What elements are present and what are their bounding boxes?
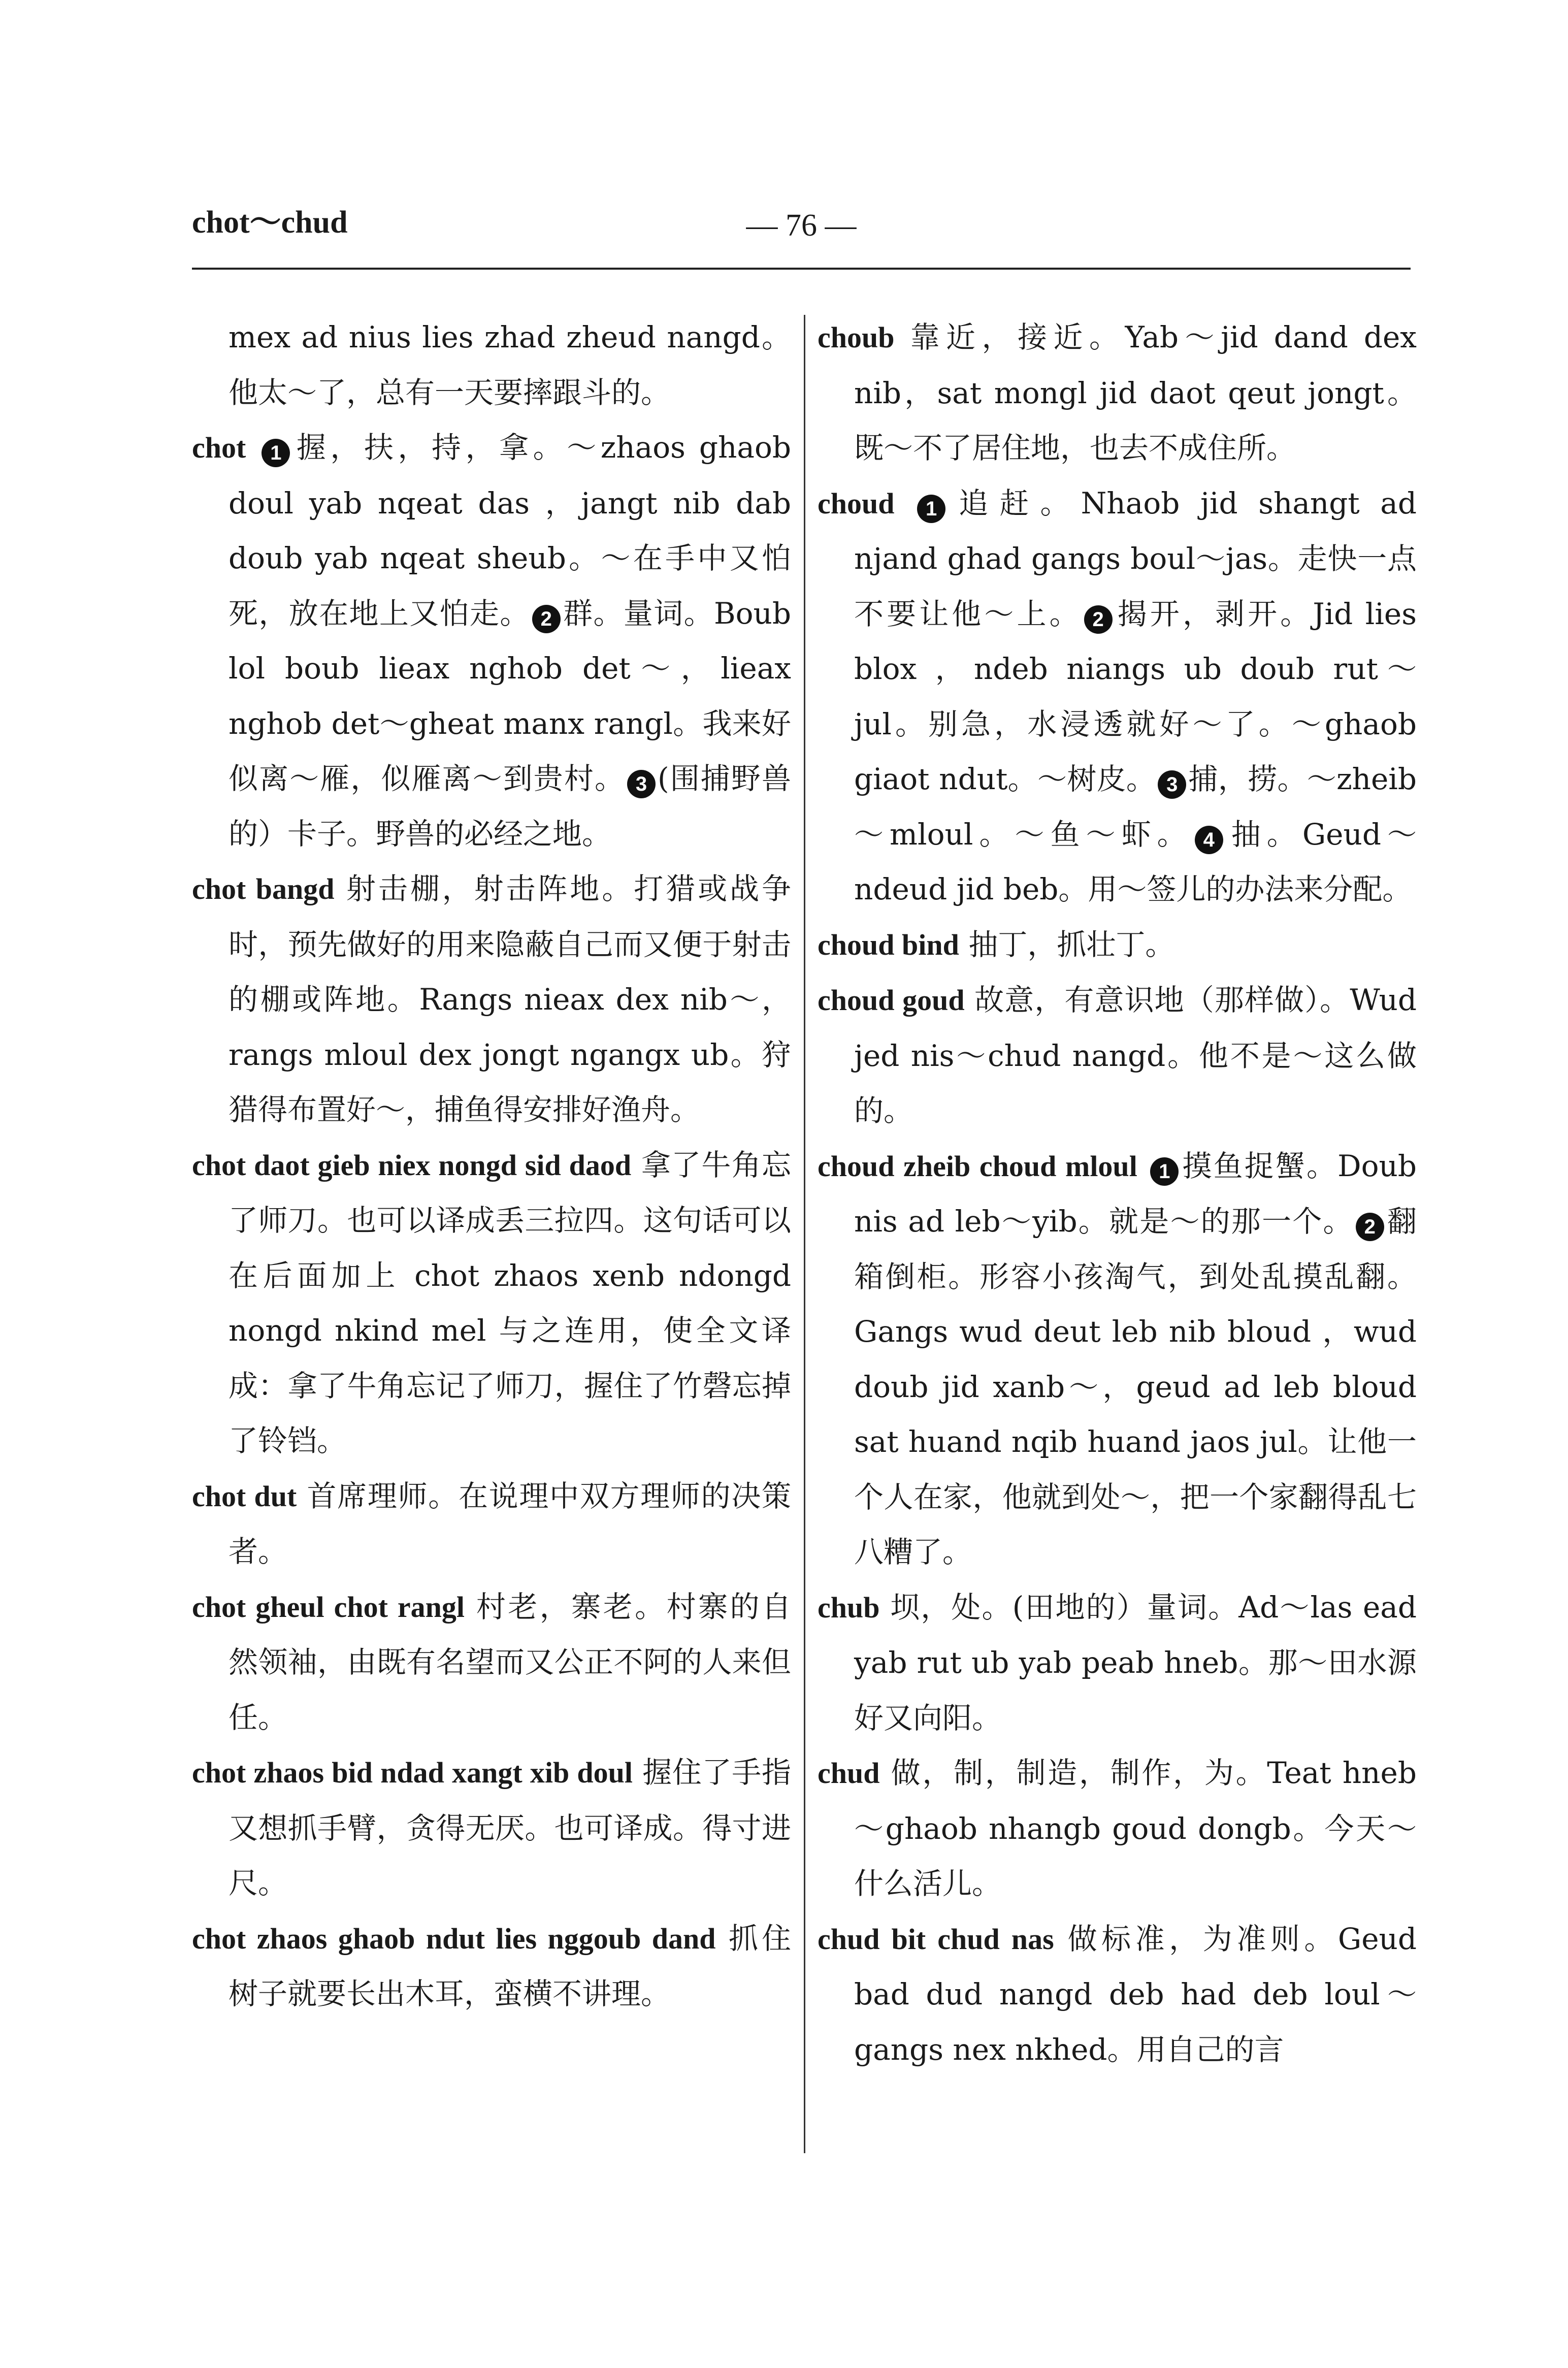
entry-headword: choud zheib choud mloul — [818, 1149, 1137, 1183]
right-column — [818, 310, 1417, 2077]
entry-definition: 坝，处。(田地的）量词。Ad～las ead yab rut ub yab peab hneb。那～田水源好又向阳。 — [854, 1590, 1417, 1735]
entry-definition: 靠近，接近。Yab～jid dand dex nib，sat mongl jid daot qeut jongt。既～不了居住地，也去不成住所。 — [854, 320, 1417, 465]
dictionary-entry — [818, 1580, 1417, 1746]
column-divider — [804, 315, 805, 2153]
dictionary-entry — [192, 420, 791, 861]
sense-number-badge: 2 — [1084, 605, 1113, 634]
entry-definition: 首席理师。在说理中双方理师的决策者。 — [228, 1478, 791, 1569]
sense-number-badge: 3 — [627, 770, 656, 798]
dictionary-entry — [192, 1138, 791, 1469]
entry-headword: chot zhaos ghaob ndut lies nggoub dand — [192, 1922, 716, 1955]
entry-definition: 做标准，为准则。Geud bad dud nangd deb had deb loul～gangs nex nkhed。用自己的言 — [854, 1921, 1417, 2067]
entry-definition: 握住了手指又想抓手臂，贪得无厌。也可译成。得寸进尺。 — [228, 1755, 791, 1900]
entry-headword: chub — [818, 1591, 880, 1624]
dictionary-entry — [818, 310, 1417, 476]
entry-definition: 故意，有意识地（那样做）。Wud jed nis～chud nangd。他不是～这么做的。 — [854, 983, 1417, 1128]
entry-definition: 摸鱼捉蟹。Doub nis ad leb～yib。就是～的那一个。 — [854, 1148, 1417, 1239]
entry-definition: 握，扶，持，拿。～zhaos ghaob doul yab nqeat das ，jangt nib dab doub yab nqeat sheub。～在手中又怕死，放在地上又怕走。 — [228, 430, 791, 631]
entry-headword: chot bangd — [192, 872, 335, 905]
dictionary-entry — [192, 861, 791, 1138]
entry-definition: 揭开，剥开。Jid lies blox ，ndeb niangs ub doub rut～jul。别急，水浸透就好～了。～ghaob giaot ndut。～树皮。 — [854, 596, 1417, 796]
dictionary-entry — [192, 310, 791, 420]
entry-definition: 抽。Geud～ndeud jid beb。用～签儿的办法来分配。 — [854, 817, 1417, 906]
sense-number-badge: 1 — [1150, 1157, 1179, 1186]
dictionary-entry — [818, 1745, 1417, 1911]
entry-headword: chud bit chud nas — [818, 1922, 1054, 1956]
entry-headword: choud — [818, 486, 895, 520]
left-column — [192, 310, 791, 2022]
header-range: chot～chud — [192, 205, 348, 240]
dictionary-entry — [192, 1579, 791, 1745]
entry-definition: 做，制，制造，制作，为。Teat hneb～ghaob nhangb goud dongb。今天～什么活儿。 — [854, 1756, 1417, 1901]
page-number: — 76 — — [746, 208, 857, 243]
sense-number-badge: 3 — [1158, 770, 1186, 799]
page-header — [192, 203, 1411, 259]
entry-headword: chot gheul chot rangl — [192, 1590, 465, 1624]
sense-number-badge: 1 — [917, 495, 945, 523]
entry-headword: chot zhaos bid ndad xangt xib doul — [192, 1756, 633, 1789]
entry-headword: chot daot gieb niex nongd sid daod — [192, 1148, 632, 1182]
sense-number-badge: 4 — [1195, 826, 1223, 854]
entry-headword: choub — [818, 321, 895, 354]
entry-definition: 抽丁，抓壮丁。 — [968, 927, 1175, 962]
entry-definition: 追赶。Nhaob jid shangt ad njand ghad gangs boul～jas。走快一点不要让他～上。 — [854, 485, 1417, 631]
entry-headword: chot dut — [192, 1479, 297, 1513]
entry-headword: choud bind — [818, 928, 959, 961]
entry-headword: chud — [818, 1757, 880, 1790]
entry-headword: choud goud — [818, 984, 965, 1017]
entry-definition: 翻箱倒柜。形容小孩淘气，到处乱摸乱翻。Gangs wud deut leb nib bloud ，wud doub jid xanb～，geud ad leb bloud sat huand nqib huand jaos jul。让他一个人在家，他就到处～，把一个家翻得乱七八糟了。 — [854, 1204, 1417, 1569]
sense-number-badge: 2 — [532, 605, 561, 633]
entry-definition: 捕，捞。～zheib～mloul。～鱼～虾。 — [854, 762, 1417, 852]
dictionary-entry — [818, 476, 1417, 917]
dictionary-entry — [818, 972, 1417, 1139]
dictionary-entry — [192, 1911, 791, 2022]
dictionary-entry — [192, 1745, 791, 1911]
entry-definition: mex ad nius lies zhad zheud nangd。他太～了，总有一天要摔跟斗的。 — [228, 320, 791, 410]
entry-definition: (围捕野兽的）卡子。野兽的必经之地。 — [228, 761, 791, 851]
entry-definition: 村老，寨老。村寨的自然领袖，由既有名望而又公正不阿的人来但任。 — [228, 1589, 791, 1735]
entry-headword: chot — [192, 431, 246, 464]
dictionary-entry — [818, 1911, 1417, 2078]
entry-definition: 抓住树子就要长出木耳，蛮横不讲理。 — [228, 1921, 791, 2011]
dictionary-entry — [818, 1139, 1417, 1580]
header-rule — [192, 268, 1411, 270]
entry-definition: 群。量词。Boub lol boub lieax nghob det～，lieax nghob det～gheat manx rangl。我来好似离～雁，似雁离～到贵村。 — [228, 596, 791, 796]
dictionary-entry — [818, 917, 1417, 973]
sense-number-badge: 1 — [262, 439, 290, 467]
entry-definition: 拿了牛角忘了师刀。也可以译成丢三拉四。这句话可以在后面加上 chot zhaos xenb ndongd nongd nkind mel 与之连用，使全文译成：拿了牛角忘记了师刀，握住了竹磬忘掉了铃铛。 — [228, 1147, 791, 1458]
sense-number-badge: 2 — [1356, 1213, 1384, 1241]
entry-definition: 射击棚，射击阵地。打猎或战争时，预先做好的用来隐蔽自己而又便于射击的棚或阵地。Rangs nieax dex nib～，rangs mloul dex jongt ngangx ub。狩猎得布置好～，捕鱼得安排好渔舟。 — [228, 871, 791, 1127]
dictionary-entry — [192, 1469, 791, 1579]
